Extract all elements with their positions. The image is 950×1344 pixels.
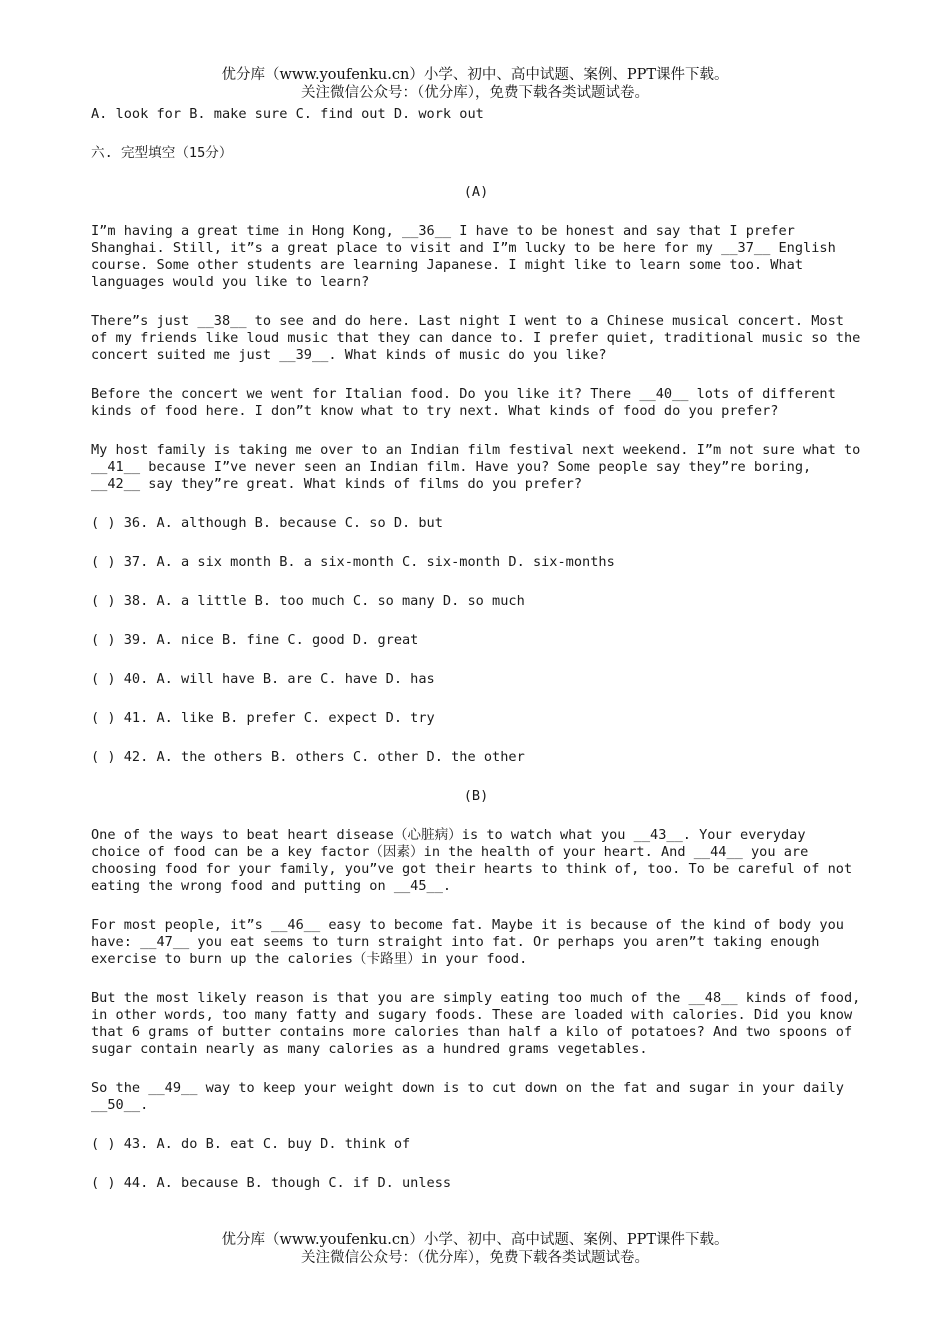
question-37: ( ) 37. A. a six month B. a six-month C. six-month D. six-months [91, 554, 615, 570]
question-44: ( ) 44. A. because B. though C. if D. unless [91, 1175, 452, 1191]
section-title: 六. 完型填空（15分） [91, 145, 233, 161]
part-b-paragraph-4: So the __49__ way to keep your weight down is to cut down on the fat and sugar in your daily __50__. [91, 1080, 853, 1113]
page-header [0, 66, 950, 102]
question-40: ( ) 40. A. will have B. are C. have D. has [91, 671, 435, 687]
header-line-2: 关注微信公众号：（优分库），免费下载各类试题试卷。 [301, 85, 649, 101]
question-42: ( ) 42. A. the others B. others C. other D. the other [91, 749, 525, 765]
footer-line-1: 优分库（www.youfenku.cn）小学、初中、高中试题、案例、PPT课件下载。 [221, 1232, 729, 1248]
header-line-1: 优分库（www.youfenku.cn）小学、初中、高中试题、案例、PPT课件下载。 [221, 67, 729, 83]
part-a-paragraph-4: My host family is taking me over to an Indian film festival next weekend. I”m not sure what to __41__ because I”ve never seen an Indian film. Have you? Some people say they”re boring, __42__ say they”re great. What kinds of films do you prefer? [91, 442, 869, 492]
part-a-paragraph-1: I”m having a great time in Hong Kong, __36__ I have to be honest and say that I prefer Shanghai. Still, it”s a great place to visit and I”m lucky to be here for my __37__ English course. Some other students are learning Japanese. I might like to learn some too. What languages would you like to learn? [91, 223, 844, 290]
question-41: ( ) 41. A. like B. prefer C. expect D. try [91, 710, 435, 726]
page-footer [0, 1231, 950, 1267]
document-body [91, 106, 869, 1214]
part-b-paragraph-2: For most people, it”s __46__ easy to become fat. Maybe it is because of the kind of body you have: __47__ you eat seems to turn straight into fat. Or perhaps you aren”t taking enough exercise to burn up the calories（卡路里）in your food. [91, 917, 853, 967]
part-a-label: (A) [463, 184, 489, 200]
part-b-paragraph-1: One of the ways to beat heart disease（心脏病）is to watch what you __43__. Your everyday choice of food can be a key factor（因素）in the health of your heart. And __44__ you are choosing food for your family, you”ve got their hearts to think of, too. To be careful of not eating the wrong food and putting on __45__. [91, 827, 861, 894]
question-36: ( ) 36. A. although B. because C. so D. but [91, 515, 443, 531]
top-option-line: A. look for B. make sure C. find out D. work out [91, 106, 484, 122]
part-a-paragraph-2: There”s just __38__ to see and do here. Last night I went to a Chinese musical concert. Most of my friends like loud music that they can dance to. I prefer quiet, traditional music so the concert suited me just __39__. What kinds of music do you like? [91, 313, 869, 363]
question-43: ( ) 43. A. do B. eat C. buy D. think of [91, 1136, 411, 1152]
part-a-paragraph-3: Before the concert we went for Italian food. Do you like it? There __40__ lots of different kinds of food here. I don”t know what to try next. What kinds of food do you prefer? [91, 386, 844, 419]
question-38: ( ) 38. A. a little B. too much C. so many D. so much [91, 593, 525, 609]
part-b-paragraph-3: But the most likely reason is that you are simply eating too much of the __48__ kinds of food, in other words, too many fatty and sugary foods. These are loaded with calories. Did you know that 6 grams of butter contains more calories than half a kilo of potatoes? And two spoons of sugar contain nearly as many calories as a hundred grams vegetables. [91, 990, 869, 1057]
part-b-label: (B) [463, 788, 489, 804]
footer-line-2: 关注微信公众号：（优分库），免费下载各类试题试卷。 [301, 1250, 649, 1266]
question-39: ( ) 39. A. nice B. fine C. good D. great [91, 632, 419, 648]
